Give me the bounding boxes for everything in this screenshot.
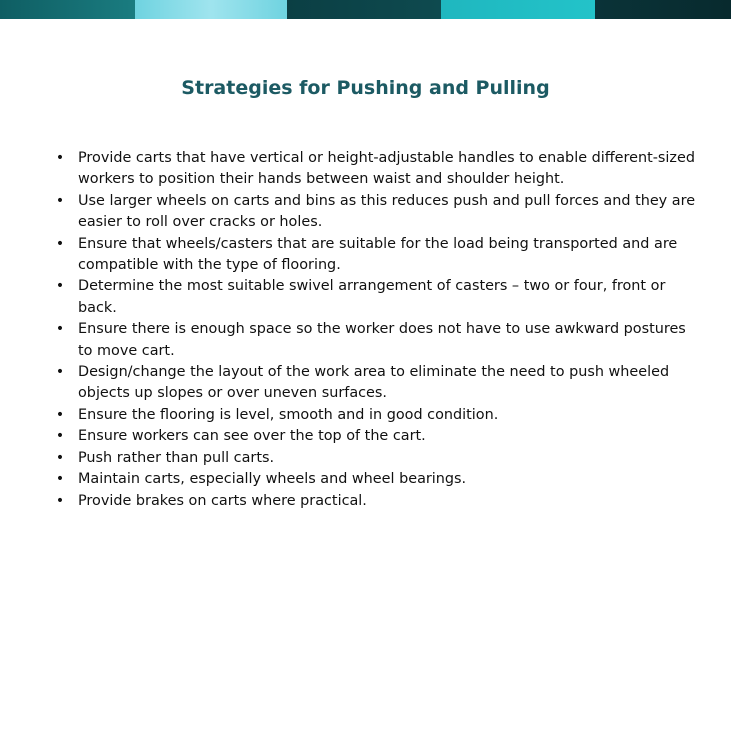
bullet-icon: •	[55, 428, 65, 445]
list-item	[53, 405, 703, 426]
strategy-list	[53, 148, 703, 512]
bullet-icon: •	[55, 235, 65, 252]
list-item-text: Ensure workers can see over the top of the cart.	[78, 428, 426, 445]
bullet-icon: •	[55, 406, 65, 423]
bullet-icon: •	[55, 364, 65, 381]
header-band-segment	[595, 0, 731, 19]
list-item	[53, 191, 703, 234]
list-item-text: Provide carts that have vertical or height-adjustable handles to enable different-sized workers to position their hands between waist and shoulder height.	[78, 150, 695, 188]
page-title: Strategies for Pushing and Pulling	[181, 76, 550, 99]
header-band-segment	[135, 0, 287, 19]
decorative-header-band	[0, 0, 731, 19]
bullet-icon: •	[55, 278, 65, 295]
list-item-text: Provide brakes on carts where practical.	[78, 492, 367, 509]
bullet-icon: •	[55, 471, 65, 488]
bullet-icon: •	[55, 150, 65, 166]
list-item-text: Ensure the flooring is level, smooth and in good condition.	[78, 406, 499, 423]
bullet-icon: •	[55, 492, 65, 509]
header-band-segment	[0, 0, 135, 19]
list-item-text: Use larger wheels on carts and bins as this reduces push and pull forces and they are easier to roll over cracks or holes.	[78, 192, 696, 231]
bullet-icon: •	[55, 192, 65, 209]
list-item-text: Ensure that wheels/casters that are suitable for the load being transported and are compatible with the type of flooring.	[78, 235, 678, 274]
list-item	[53, 469, 703, 490]
list-item	[53, 148, 703, 191]
list-item-text: Design/change the layout of the work area to eliminate the need to push wheeled objects up slopes or over uneven surfaces.	[78, 364, 670, 402]
bullet-icon: •	[55, 321, 65, 338]
list-item	[53, 491, 703, 512]
list-item-text: Ensure there is enough space so the worker does not have to use awkward postures to move cart.	[78, 321, 686, 359]
list-item	[53, 362, 703, 405]
bullet-icon: •	[55, 449, 65, 466]
header-band-segment	[441, 0, 595, 19]
list-item-text: Determine the most suitable swivel arrangement of casters – two or four, front or back.	[78, 278, 666, 316]
list-item	[53, 276, 703, 319]
list-item	[53, 448, 703, 469]
list-item	[53, 426, 703, 447]
list-item-text: Push rather than pull carts.	[78, 449, 275, 466]
header-band-segment	[287, 0, 441, 19]
list-item-text: Maintain carts, especially wheels and wheel bearings.	[78, 471, 467, 488]
list-item	[53, 234, 703, 277]
list-item	[53, 319, 703, 362]
